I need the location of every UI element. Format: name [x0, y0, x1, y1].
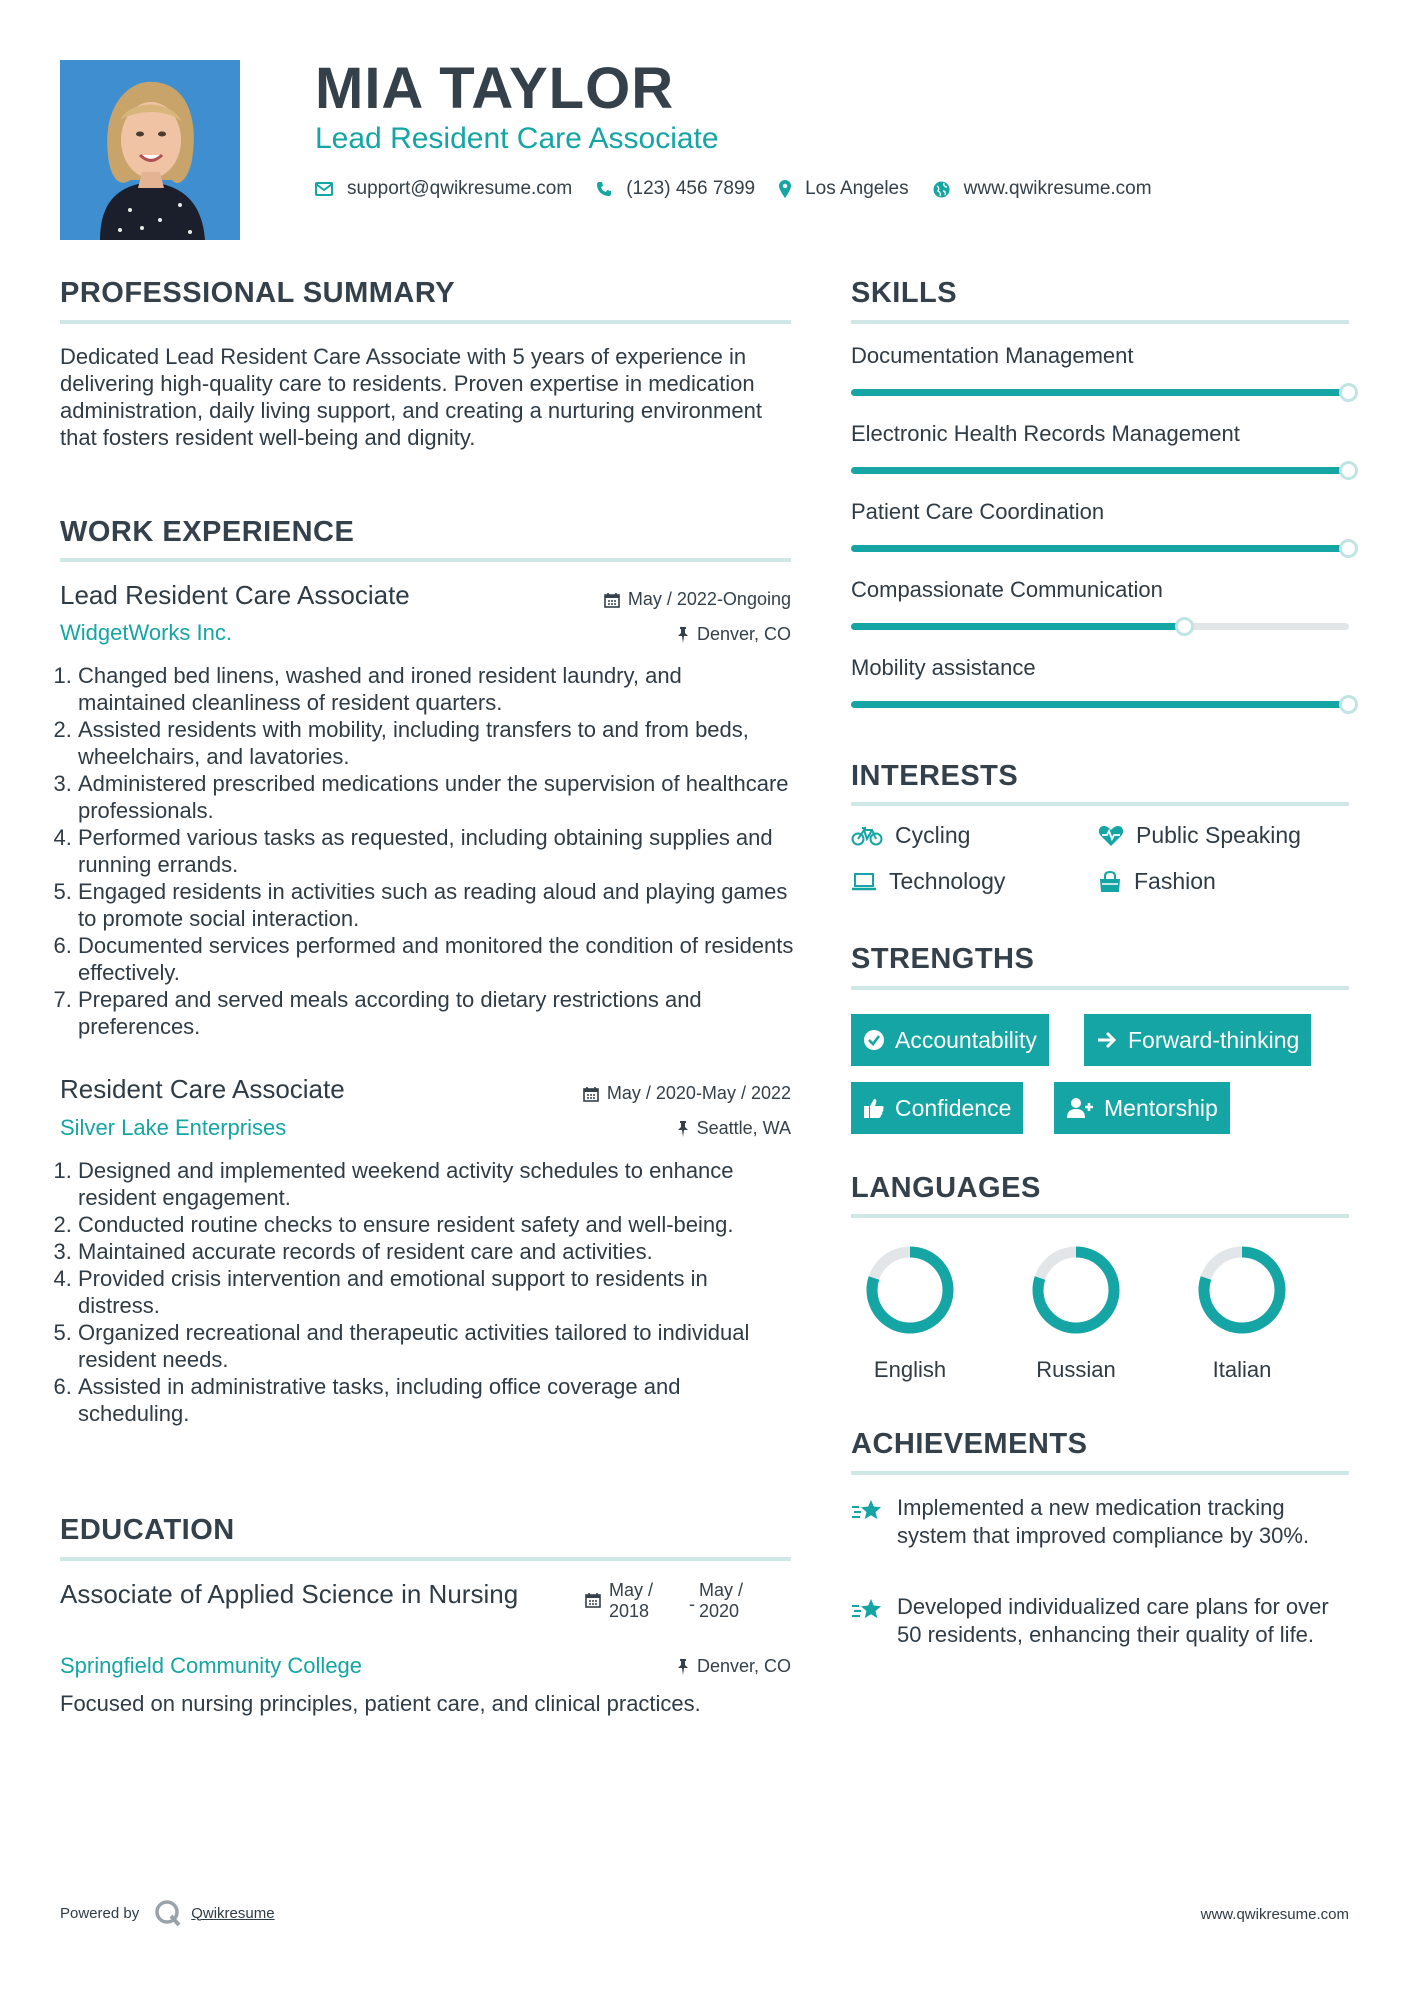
skill-name: Documentation Management: [851, 343, 1134, 368]
pushpin-icon: [677, 1121, 689, 1137]
job-location-text: Denver, CO: [696, 624, 791, 644]
strength-badge: [851, 1082, 1023, 1134]
contact-phone[interactable]: [596, 178, 755, 200]
language-label: English: [873, 1357, 947, 1382]
skill-name: Compassionate Communication: [851, 577, 1163, 602]
skills-heading: SKILLS: [851, 277, 958, 309]
strength-label: Accountability: [895, 1026, 1037, 1053]
skill-bar: [851, 467, 1349, 474]
contact-website[interactable]: [933, 178, 1152, 200]
strength-badge: [1054, 1082, 1230, 1134]
location-text: Los Angeles: [805, 178, 909, 199]
skill-item: [851, 343, 1351, 396]
skill-bar-knob: [1339, 461, 1358, 480]
language-label: Italian: [1212, 1357, 1272, 1382]
interest-item: [1098, 822, 1301, 849]
skill-bar: [851, 545, 1349, 552]
list-item: 2. Conducted routine checks to ensure resident safety and well-being.: [78, 1211, 795, 1238]
skill-bar: [851, 701, 1349, 708]
education-description: Focused on nursing principles, patient care, and clinical practices.: [60, 1691, 701, 1716]
website-text: www.qwikresume.com: [963, 178, 1152, 199]
strength-label: Forward-thinking: [1128, 1026, 1300, 1053]
list-item: 1. Changed bed linens, washed and ironed resident laundry, and maintained cleanliness of resident quarters.: [78, 662, 795, 716]
pushpin-icon: [677, 627, 689, 643]
achievement-text: Implemented a new medication tracking system that improved compliance by 30%.: [897, 1495, 1310, 1548]
skill-bar-fill: [851, 623, 1185, 630]
interests-divider: [851, 802, 1349, 806]
list-item: 6. Documented services performed and monitored the condition of residents effectively.: [78, 932, 795, 986]
achievement-item: [851, 1593, 1351, 1649]
shopping-bag-icon: [1098, 871, 1122, 893]
skill-name: Mobility assistance: [851, 655, 1036, 680]
languages-divider: [851, 1214, 1349, 1218]
skill-item: [851, 655, 1351, 708]
education-location-text: Denver, CO: [696, 1656, 791, 1676]
strengths-heading: STRENGTHS: [851, 943, 1035, 975]
work-heading: WORK EXPERIENCE: [60, 516, 355, 548]
summary-heading: PROFESSIONAL SUMMARY: [60, 277, 456, 309]
education-start: May / 2018: [609, 1580, 654, 1621]
skill-bar-fill: [851, 467, 1349, 474]
language-ring: [1026, 1240, 1126, 1340]
pushpin-icon: [677, 1659, 689, 1675]
education-end: May / 2020: [699, 1580, 744, 1621]
list-item: 3. Administered prescribed medications under the supervision of healthcare professionals.: [78, 770, 795, 824]
phone-icon: [596, 181, 612, 197]
list-item: 5. Organized recreational and therapeutic activities tailored to individual resident needs.: [78, 1319, 795, 1373]
language-ring: [860, 1240, 960, 1340]
skill-bar: [851, 623, 1349, 630]
contact-email[interactable]: [315, 178, 572, 200]
strength-label: Confidence: [895, 1094, 1012, 1121]
calendar-icon: [604, 592, 620, 608]
achievements-heading: ACHIEVEMENTS: [851, 1428, 1088, 1460]
education-divider: [60, 1557, 791, 1561]
skill-bar-fill: [851, 545, 1349, 552]
heartbeat-icon: [1098, 825, 1124, 847]
skill-bar-fill: [851, 389, 1349, 396]
interest-label: Public Speaking: [1136, 822, 1301, 848]
job-title: Lead Resident Care Associate: [60, 580, 410, 610]
list-item: 5. Engaged residents in activities such as reading aloud and playing games to promote social interaction.: [78, 878, 795, 932]
school-name: Springfield Community College: [60, 1653, 363, 1678]
powered-by-text: Powered by: [60, 1904, 140, 1922]
list-item: 3. Maintained accurate records of resident care and activities.: [78, 1238, 795, 1265]
education-dates: [585, 1580, 755, 1622]
globe-icon: [933, 181, 950, 198]
profile-photo: [60, 60, 240, 240]
list-item: 1. Designed and implemented weekend activity schedules to enhance resident engagement.: [78, 1157, 795, 1211]
language-item: [850, 1240, 970, 1383]
list-item: 7. Prepared and served meals according to dietary restrictions and preferences.: [78, 986, 795, 1040]
skill-name: Electronic Health Records Management: [851, 421, 1240, 446]
bicycle-icon: [851, 826, 883, 846]
candidate-name: MIA TAYLOR: [315, 56, 675, 121]
list-item: 2. Assisted residents with mobility, including transfers to and from beds, wheelchairs, and lavatories.: [78, 716, 795, 770]
job-duties-list: [60, 662, 795, 1040]
calendar-icon: [585, 1592, 601, 1608]
education-date-separator: -: [689, 1594, 695, 1614]
job-company: Silver Lake Enterprises: [60, 1115, 287, 1140]
interest-item: [851, 822, 970, 849]
interest-label: Cycling: [895, 822, 971, 848]
arrow-right-icon: [1096, 1030, 1118, 1050]
job-company: WidgetWorks Inc.: [60, 620, 232, 645]
contact-bar: [315, 178, 1176, 200]
education-heading: EDUCATION: [60, 1514, 235, 1546]
footer-website[interactable]: www.qwikresume.com: [1200, 1906, 1349, 1923]
strength-badge: [851, 1014, 1049, 1066]
skill-item: [851, 499, 1351, 552]
language-item: [1016, 1240, 1136, 1383]
skill-bar-knob: [1175, 617, 1194, 636]
skill-bar-fill: [851, 701, 1349, 708]
skill-item: [851, 421, 1351, 474]
achievement-item: [851, 1494, 1351, 1550]
interest-item: [1098, 868, 1216, 895]
shooting-star-icon: [851, 1498, 883, 1524]
job-dates-text: May / 2020-May / 2022: [606, 1083, 791, 1103]
language-item: [1182, 1240, 1302, 1383]
job-duties-list: [60, 1157, 795, 1427]
job-location: [560, 1118, 791, 1139]
job-location: [560, 624, 791, 645]
summary-text: Dedicated Lead Resident Care Associate with 5 years of experience in delivering high-quality care to residents. Proven expertise in medication administration, daily living support, and creating a nurturing environment that fosters resident well-being and dignity.: [60, 344, 762, 450]
skill-item: [851, 577, 1351, 630]
language-ring: [1192, 1240, 1292, 1340]
job-dates: [560, 589, 791, 610]
interests-heading: INTERESTS: [851, 760, 1019, 792]
shooting-star-icon: [851, 1597, 883, 1623]
user-plus-icon: [1066, 1097, 1094, 1119]
qwikresume-link[interactable]: Qwikresume: [191, 1904, 275, 1922]
map-pin-icon: [779, 180, 791, 198]
list-item: 4. Provided crisis intervention and emotional support to residents in distress.: [78, 1265, 795, 1319]
job-location-text: Seattle, WA: [696, 1118, 791, 1138]
skill-bar-knob: [1339, 383, 1358, 402]
achievements-divider: [851, 1471, 1349, 1475]
strength-badge: [1084, 1014, 1311, 1066]
calendar-icon: [583, 1086, 599, 1102]
education-location: [560, 1656, 791, 1677]
skill-bar: [851, 389, 1349, 396]
thumbs-up-icon: [863, 1097, 885, 1119]
interest-item: [851, 868, 1005, 895]
laptop-icon: [851, 873, 877, 891]
email-text: support@qwikresume.com: [347, 178, 573, 199]
job-dates-text: May / 2022-Ongoing: [627, 589, 791, 609]
degree-title: Associate of Applied Science in Nursing: [60, 1579, 519, 1609]
languages-heading: LANGUAGES: [851, 1172, 1041, 1204]
skill-bar-knob: [1339, 539, 1358, 558]
qwikresume-logo-icon: [153, 1898, 183, 1928]
footer-branding: [60, 1898, 275, 1928]
envelope-icon: [315, 182, 333, 196]
job-title: Resident Care Associate: [60, 1074, 345, 1104]
strengths-divider: [851, 986, 1349, 990]
work-divider: [60, 558, 791, 562]
summary-divider: [60, 320, 791, 324]
job-dates: [520, 1083, 791, 1104]
list-item: 4. Performed various tasks as requested, including obtaining supplies and running errands.: [78, 824, 795, 878]
achievement-text: Developed individualized care plans for over 50 residents, enhancing their quality of life.: [897, 1594, 1329, 1647]
skill-bar-knob: [1339, 695, 1358, 714]
language-label: Russian: [1036, 1357, 1116, 1382]
interest-label: Fashion: [1134, 868, 1216, 894]
strength-label: Mentorship: [1104, 1094, 1218, 1121]
contact-location: [779, 178, 909, 200]
phone-text: (123) 456 7899: [626, 178, 756, 199]
skill-name: Patient Care Coordination: [851, 499, 1105, 524]
interest-label: Technology: [889, 868, 1006, 894]
candidate-title: Lead Resident Care Associate: [315, 122, 719, 155]
list-item: 6. Assisted in administrative tasks, including office coverage and scheduling.: [78, 1373, 795, 1427]
check-circle-icon: [863, 1029, 885, 1051]
skills-divider: [851, 320, 1349, 324]
